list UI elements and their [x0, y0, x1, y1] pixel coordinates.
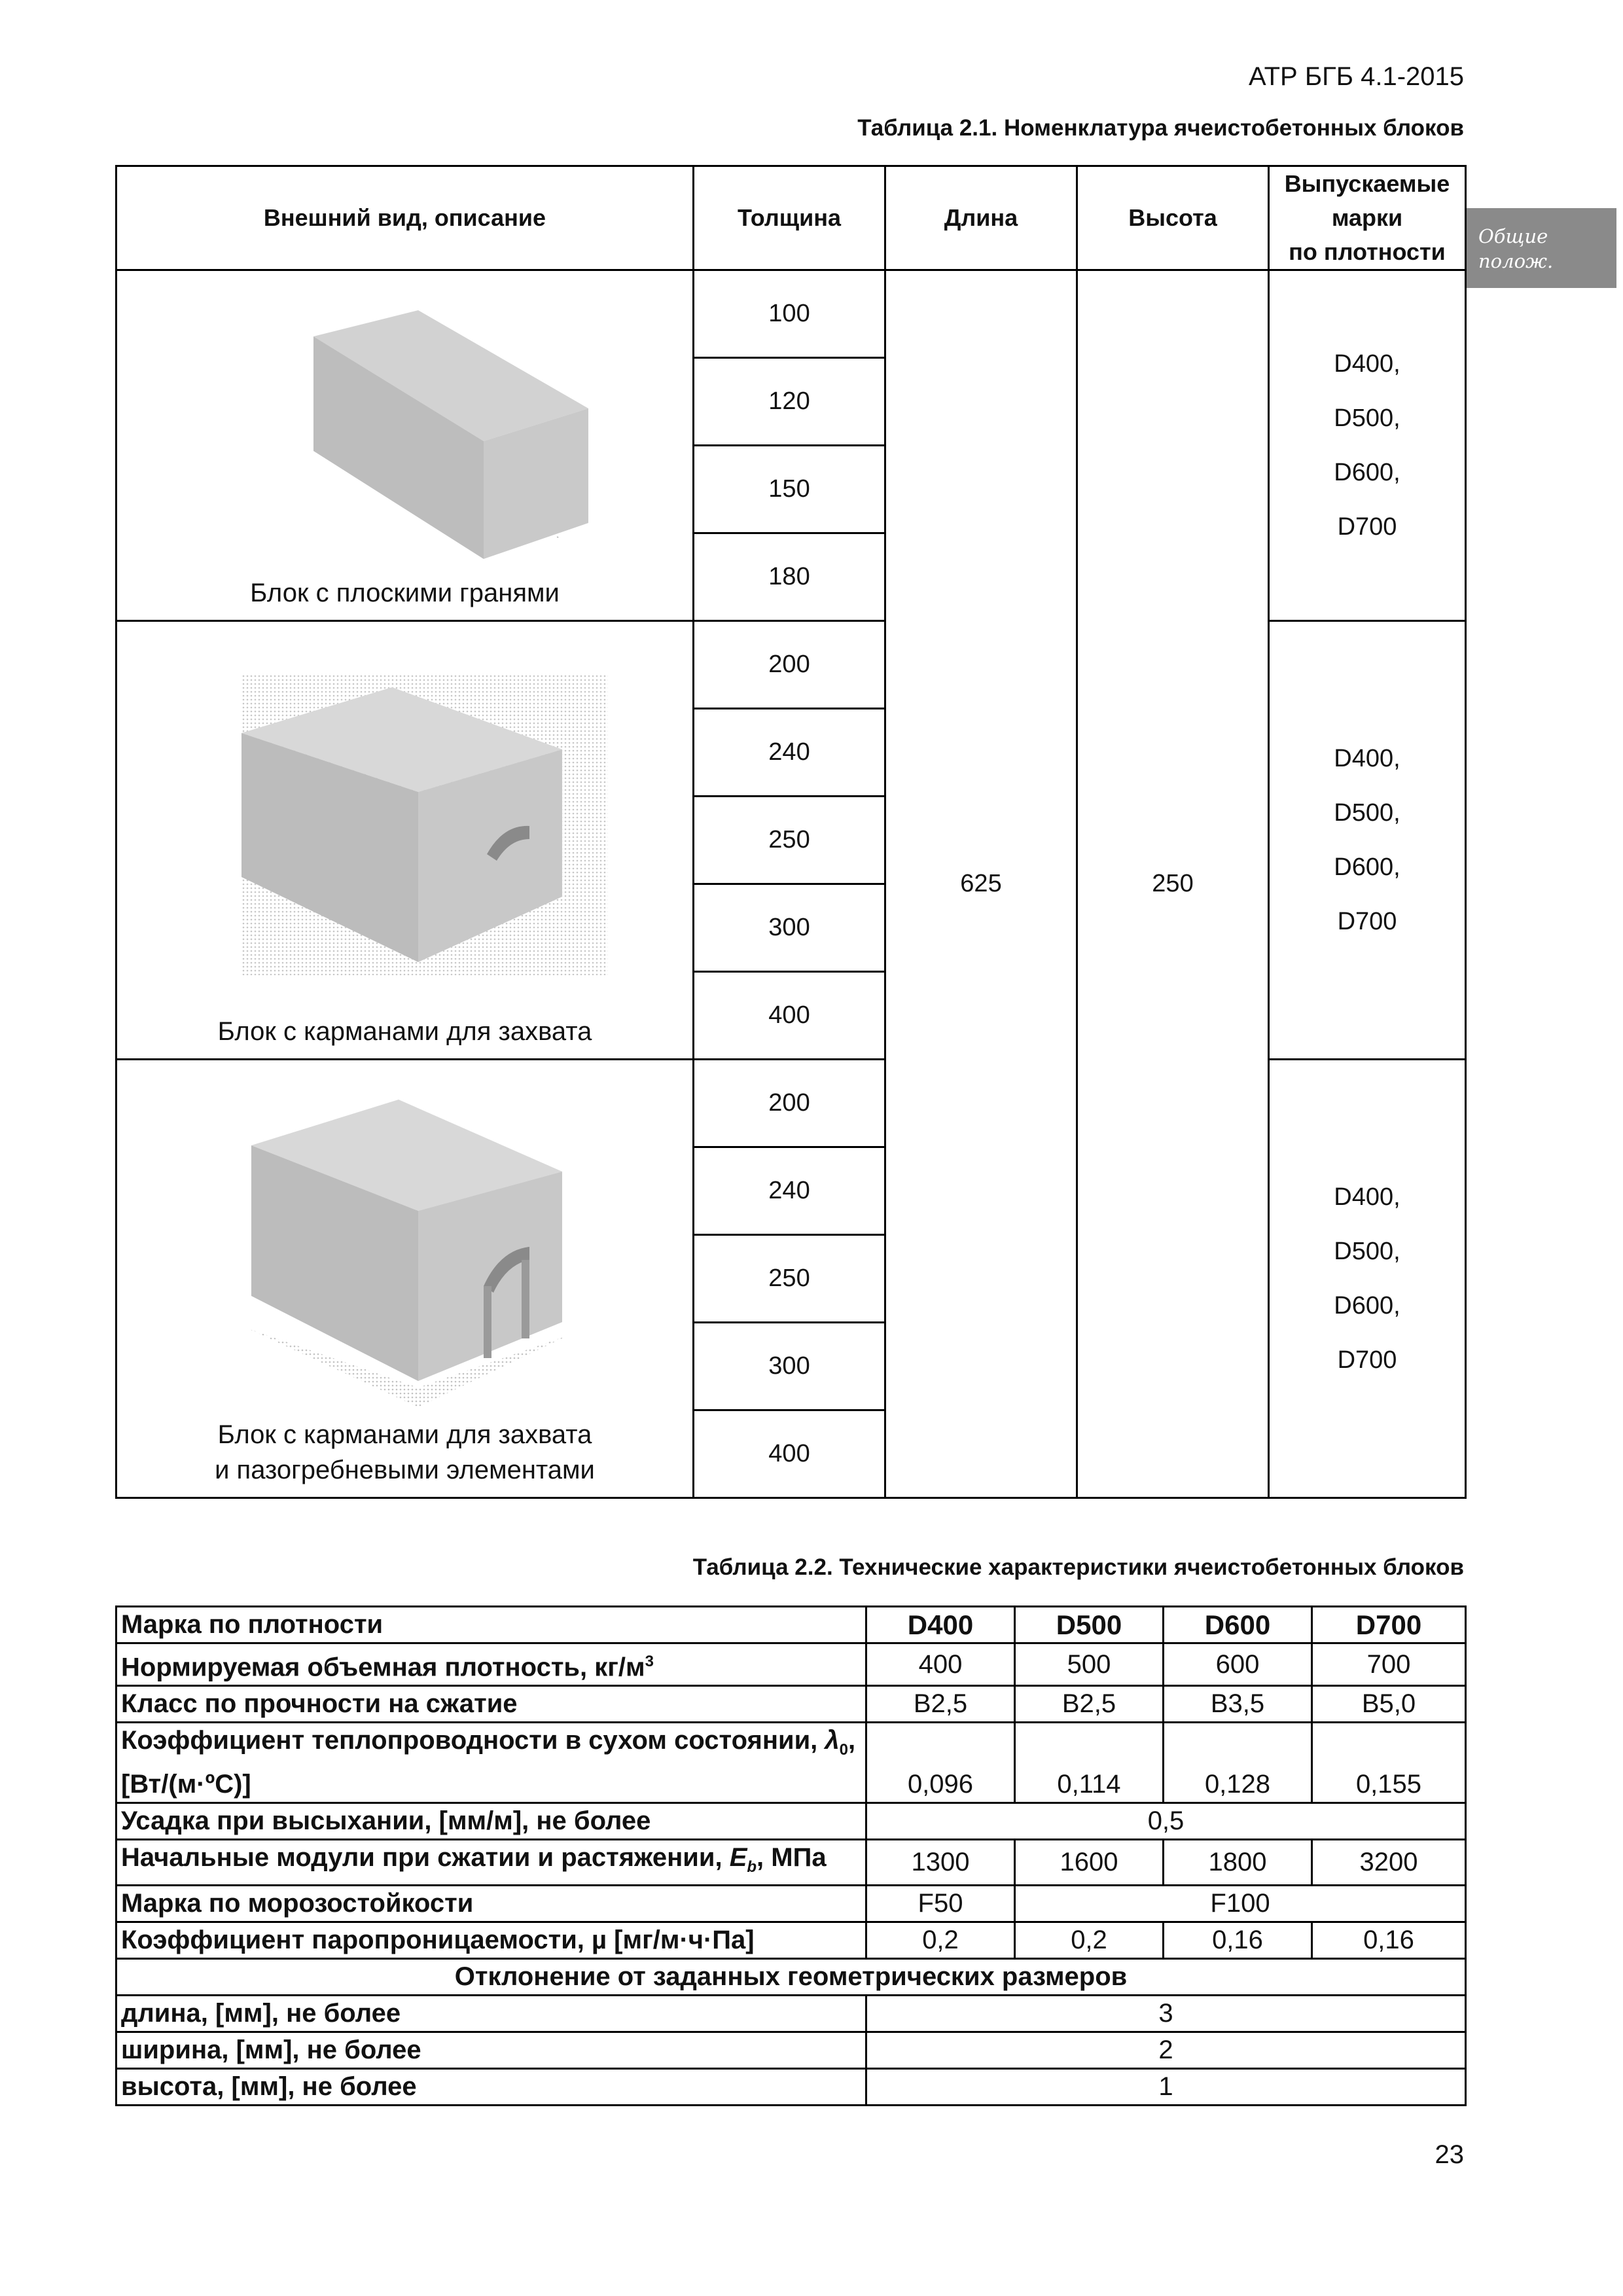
thickness-cell: 250 — [694, 797, 885, 884]
header-grades-line: Выпускаемые — [1284, 170, 1450, 197]
table-cell: 1300 — [866, 1840, 1015, 1886]
side-tab-line2: полож. — [1478, 250, 1554, 272]
height-value: 250 — [1077, 270, 1269, 1498]
table-cell: 0,2 — [866, 1922, 1015, 1959]
thickness-cell: 250 — [694, 1235, 885, 1323]
thickness-cell: 150 — [694, 446, 885, 533]
conductivity-label-text: Коэффициент теплопроводности в сухом состоянии, — [121, 1726, 825, 1755]
grade-item: D500, — [1334, 404, 1400, 432]
column-header: D400 — [866, 1607, 1015, 1643]
grade-item: D700 — [1337, 907, 1397, 935]
length-value: 625 — [885, 270, 1077, 1498]
flat-block-cell — [116, 270, 694, 621]
grade-item: D600, — [1334, 1291, 1400, 1319]
grade-item: D400, — [1334, 1183, 1400, 1211]
header-height: Высота — [1077, 166, 1269, 270]
thickness-cell: 400 — [694, 972, 885, 1060]
thickness-cell: 300 — [694, 1323, 885, 1410]
modulus-subscript: b — [747, 1858, 757, 1876]
conductivity-label-line1 — [121, 1723, 861, 1767]
density-label-text: Нормируемая объемная плотность, кг/м — [121, 1653, 645, 1682]
page-number: 23 — [1435, 2140, 1464, 2169]
table-cell: B5,0 — [1312, 1686, 1466, 1723]
header-length: Длина — [885, 166, 1077, 270]
conductivity-row-label — [116, 1723, 866, 1803]
grade-item: D700 — [1337, 512, 1397, 541]
table-cell: 3200 — [1312, 1840, 1466, 1886]
side-tab-line1: Общие — [1478, 225, 1548, 247]
strength-row-label: Класс по прочности на сжатие — [116, 1686, 866, 1723]
table-cell: 2 — [866, 2032, 1466, 2069]
document-code: АТР БГБ 4.1-2015 — [1249, 62, 1464, 91]
grade-item: D700 — [1337, 1346, 1397, 1374]
tongue-groove-block-label — [117, 1417, 692, 1488]
conductivity-comma: , — [848, 1726, 856, 1755]
grade-item: D600, — [1334, 853, 1400, 881]
density-row-label — [116, 1643, 866, 1686]
frost-row-label: Марка по морозостойкости — [116, 1886, 866, 1922]
density-label-sup: 3 — [645, 1653, 654, 1670]
table-cell: 0,114 — [1015, 1723, 1164, 1803]
modulus-symbol: E — [729, 1843, 747, 1873]
deviation-section-header: Отклонение от заданных геометрических размеров — [116, 1959, 1466, 1996]
density-grade-label: Марка по плотности — [116, 1607, 866, 1643]
tongue-groove-label-line1: Блок с карманами для захвата — [217, 1420, 592, 1449]
section-side-tab[interactable] — [1465, 208, 1616, 288]
column-header: D500 — [1015, 1607, 1164, 1643]
deviation-height-label: высота, [мм], не более — [116, 2069, 866, 2106]
table-cell: B2,5 — [866, 1686, 1015, 1723]
deviation-length-label: длина, [мм], не более — [116, 1996, 866, 2032]
table-cell: 0,096 — [866, 1723, 1015, 1803]
table-cell: 500 — [1015, 1643, 1164, 1686]
vapor-row-label: Коэффициент паропроницаемости, µ [мг/м·ч·Па] — [116, 1922, 866, 1959]
table-cell: 1 — [866, 2069, 1466, 2106]
table2-caption: Таблица 2.2. Технические характеристики ячеистобетонных блоков — [692, 1554, 1464, 1580]
grade-item: D400, — [1334, 744, 1400, 772]
table-cell: 400 — [866, 1643, 1015, 1686]
modulus-row-label — [116, 1840, 866, 1886]
thickness-cell: 200 — [694, 1060, 885, 1147]
thickness-cell: 240 — [694, 709, 885, 797]
thickness-cell: 120 — [694, 358, 885, 446]
column-header: D700 — [1312, 1607, 1466, 1643]
tongue-groove-label-line2: и пазогребневыми элементами — [215, 1456, 595, 1484]
thickness-cell: 240 — [694, 1147, 885, 1235]
table-cell: F100 — [1015, 1886, 1466, 1922]
table1-caption: Таблица 2.1. Номенклатура ячеистобетонных блоков — [857, 115, 1464, 141]
pocket-block-image — [143, 635, 667, 1001]
header-thickness: Толщина — [694, 166, 885, 270]
header-grades — [1269, 166, 1466, 270]
shrinkage-row-label: Усадка при высыхании, [мм/м], не более — [116, 1803, 866, 1840]
table-cell: 0,155 — [1312, 1723, 1466, 1803]
table-cell: B2,5 — [1015, 1686, 1164, 1723]
tongue-groove-block-cell — [116, 1060, 694, 1498]
grades-group-3 — [1269, 1060, 1466, 1498]
thickness-cell: 180 — [694, 533, 885, 621]
modulus-unit: , МПа — [757, 1843, 827, 1873]
table-cell: 0,2 — [1015, 1922, 1164, 1959]
thickness-cell: 300 — [694, 884, 885, 972]
table-cell: 3 — [866, 1996, 1466, 2032]
conductivity-label-line2: [Вт/(м·ºС)] — [121, 1770, 251, 1799]
flat-block-label: Блок с плоскими гранями — [250, 579, 560, 607]
thickness-cell: 200 — [694, 621, 885, 709]
table-cell: 1600 — [1015, 1840, 1164, 1886]
thickness-cell: 100 — [694, 270, 885, 358]
modulus-label-text: Начальные модули при сжатии и растяжении, — [121, 1843, 730, 1873]
grade-item: D500, — [1334, 798, 1400, 827]
grades-group-2 — [1269, 621, 1466, 1060]
grade-item: D600, — [1334, 458, 1400, 486]
table-cell: B3,5 — [1164, 1686, 1312, 1723]
technical-characteristics-table — [115, 1605, 1467, 2106]
header-grades-line: марки — [1331, 204, 1403, 231]
table-cell: 700 — [1312, 1643, 1466, 1686]
grades-group-1 — [1269, 270, 1466, 621]
header-grades-line: по плотности — [1289, 238, 1446, 265]
tongue-groove-block-image — [143, 1073, 667, 1414]
thickness-cell: 400 — [694, 1410, 885, 1498]
table-cell: 600 — [1164, 1643, 1312, 1686]
table-cell: 0,16 — [1312, 1922, 1466, 1959]
block-nomenclature-table — [115, 165, 1467, 1499]
flat-block-image — [143, 284, 667, 592]
deviation-width-label: ширина, [мм], не более — [116, 2032, 866, 2069]
header-appearance: Внешний вид, описание — [116, 166, 694, 270]
grade-item: D500, — [1334, 1237, 1400, 1265]
table-cell: 0,128 — [1164, 1723, 1312, 1803]
pocket-block-cell — [116, 621, 694, 1060]
table-cell: 0,5 — [866, 1803, 1466, 1840]
pocket-block-label: Блок с карманами для захвата — [217, 1017, 592, 1046]
table-cell: F50 — [866, 1886, 1015, 1922]
table-cell: 0,16 — [1164, 1922, 1312, 1959]
grade-item: D400, — [1334, 350, 1400, 378]
conductivity-symbol: λ — [825, 1726, 840, 1755]
conductivity-subscript: 0 — [839, 1741, 849, 1759]
column-header: D600 — [1164, 1607, 1312, 1643]
table-cell: 1800 — [1164, 1840, 1312, 1886]
